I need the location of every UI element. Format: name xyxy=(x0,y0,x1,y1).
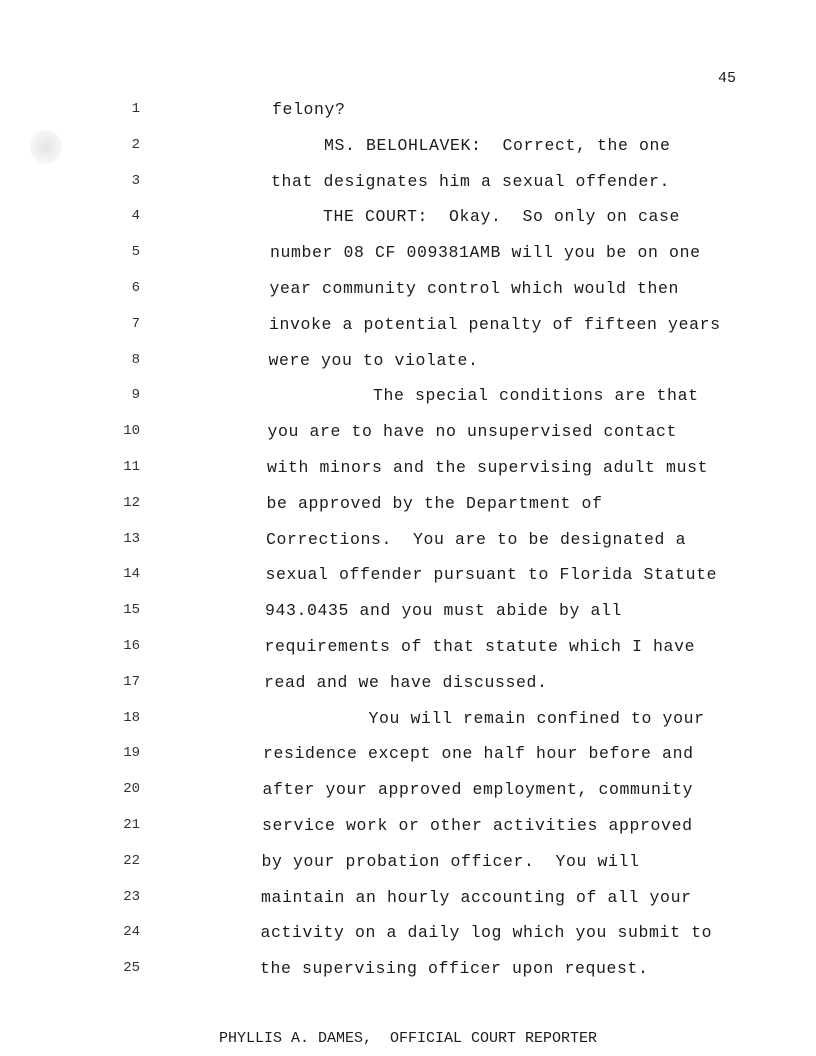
line-text: year community control which would then xyxy=(269,279,680,298)
line-number: 15 xyxy=(123,602,140,619)
line-text: the supervising officer upon request. xyxy=(260,959,649,979)
line-number: 1 xyxy=(131,101,140,117)
line-number: 12 xyxy=(123,494,140,511)
line-text: service work or other activities approved xyxy=(262,816,693,835)
court-reporter-footer: PHYLLIS A. DAMES, OFFICIAL COURT REPORTER xyxy=(218,1030,598,1047)
line-text: requirements of that statute which I have xyxy=(264,637,696,656)
line-number: 18 xyxy=(123,709,140,726)
line-text: you are to have no unsupervised contact xyxy=(267,422,678,442)
line-number: 8 xyxy=(131,351,140,368)
line-number: 17 xyxy=(123,673,140,690)
line-text: invoke a potential penalty of fifteen years xyxy=(269,314,721,334)
line-number: 24 xyxy=(123,924,140,941)
line-text: 943.0435 and you must abide by all xyxy=(265,601,623,621)
line-number: 20 xyxy=(123,781,140,798)
line-text: THE COURT: Okay. So only on case xyxy=(270,207,681,227)
line-number: 22 xyxy=(123,852,140,869)
line-text: activity on a daily log which you submit to xyxy=(260,923,713,943)
line-number: 13 xyxy=(123,530,140,547)
line-text: Corrections. You are to be designated a xyxy=(266,529,687,549)
line-text: read and we have discussed. xyxy=(264,672,548,692)
line-text: after your approved employment, community xyxy=(262,780,694,800)
line-number: 16 xyxy=(123,638,140,654)
line-text: were you to violate. xyxy=(268,350,479,370)
line-number: 23 xyxy=(123,888,140,905)
line-text: You will remain confined to your xyxy=(263,708,705,728)
line-text: sexual offender pursuant to Florida Statute xyxy=(265,565,718,585)
line-text: with minors and the supervising adult must xyxy=(267,458,709,477)
line-number: 4 xyxy=(131,208,140,225)
line-text: number 08 CF 009381AMB will you be on one xyxy=(270,243,701,263)
line-number: 7 xyxy=(131,315,140,332)
line-text: by your probation officer. You will xyxy=(261,851,640,871)
page-number: 45 xyxy=(718,70,737,87)
line-number: 25 xyxy=(123,960,140,977)
line-text: residence except one half hour before and xyxy=(263,744,694,764)
line-number: 6 xyxy=(131,280,140,296)
line-text: The special conditions are that xyxy=(268,386,699,406)
line-number: 10 xyxy=(123,423,140,440)
line-number: 14 xyxy=(123,566,140,583)
line-text: be approved by the Department of xyxy=(266,493,603,513)
line-number: 19 xyxy=(123,745,140,762)
scan-smudge xyxy=(30,130,62,164)
line-text: that designates him a sexual offender. xyxy=(271,171,671,191)
line-number: 3 xyxy=(131,172,140,189)
line-number: 21 xyxy=(123,817,140,833)
line-number: 2 xyxy=(131,136,140,153)
line-number: 9 xyxy=(131,387,140,404)
line-text: MS. BELOHLAVEK: Correct, the one xyxy=(271,135,671,155)
line-number: 5 xyxy=(131,244,140,261)
line-number: 11 xyxy=(123,459,140,475)
line-text: maintain an hourly accounting of all your xyxy=(261,887,692,907)
line-text: felony? xyxy=(272,100,346,119)
